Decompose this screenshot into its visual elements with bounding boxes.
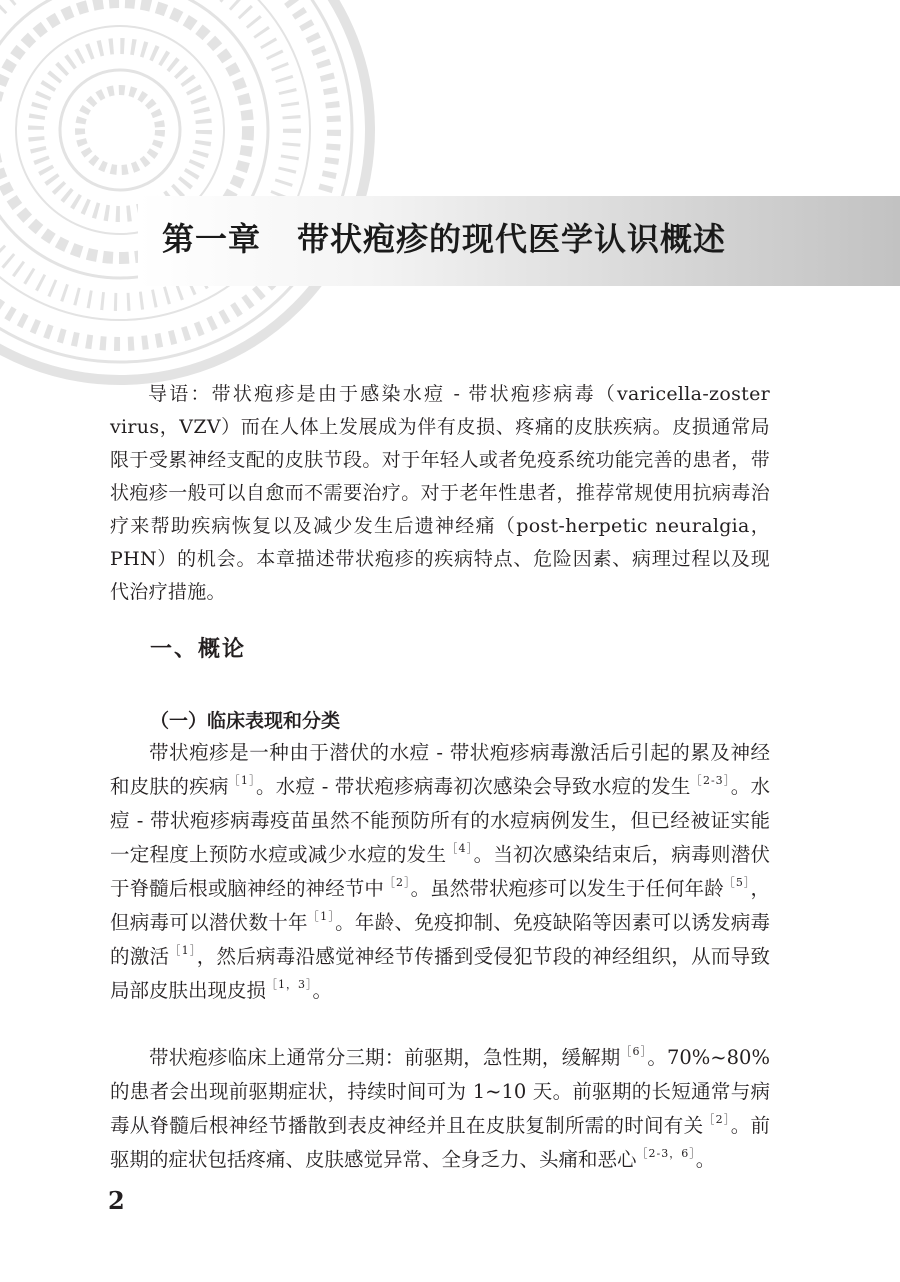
text-segment: 。 xyxy=(312,979,333,1002)
decorative-medallion-ornament xyxy=(0,0,380,390)
citation-ref: ［1］ xyxy=(169,944,197,957)
page-number: 2 xyxy=(108,1186,125,1215)
citation-ref: ［1］ xyxy=(307,910,336,923)
chapter-title xyxy=(162,214,726,260)
text-segment: 。虽然带状疱疹可以发生于任何年龄 xyxy=(410,877,724,900)
section-title: 一、概论 xyxy=(150,637,247,662)
subsection-title: （一）临床表现和分类 xyxy=(150,710,341,732)
text-segment: 。年龄、免疫抑制、免疫缺陷等因素可以诱发病毒的激活 xyxy=(110,911,770,968)
text-segment: 。70%~80% 的患者会出现前驱期症状，持续时间可为 1~10 天。前驱期的长短通常与病毒从脊髓后根神经节播散到表皮神经并且在皮肤复制所需的时间有关 xyxy=(110,1046,770,1137)
text-segment: 。前驱期的症状包括疼痛、皮肤感觉异常、全身乏力、头痛和恶心 xyxy=(110,1114,770,1171)
text-segment: 。水痘 - 带状疱疹病毒疫苗虽然不能预防所有的水痘病例发生，但已经被证实能一定程度上预防水痘或减少水痘的发生 xyxy=(110,775,770,866)
text-segment: 带状疱疹临床上通常分三期：前驱期，急性期，缓解期 xyxy=(149,1046,621,1069)
chapter-number: 第一章 xyxy=(162,220,262,258)
text-segment: 带状疱疹是一种由于潜伏的水痘 - 带状疱疹病毒激活后引起的累及神经和皮肤的疾病 xyxy=(110,741,770,798)
citation-ref: ［2-3］ xyxy=(690,774,731,787)
citation-ref: ［2］ xyxy=(383,876,411,889)
text-segment: ，但病毒可以潜伏数十年 xyxy=(110,877,770,934)
text-segment: 。 xyxy=(695,1148,716,1171)
citation-ref: ［5］ xyxy=(723,876,751,889)
citation-ref: ［2-3，6］ xyxy=(636,1147,696,1160)
text-segment: ，然后病毒沿感觉神经节传播到受侵犯节段的神经组织，从而导致局部皮肤出现皮损 xyxy=(110,945,770,1002)
text-segment: 。水痘 - 带状疱疹病毒初次感染会导致水痘的发生 xyxy=(255,775,691,798)
citation-ref: ［1，3］ xyxy=(266,978,313,991)
citation-ref: ［2］ xyxy=(703,1113,731,1126)
chapter-title-text: 带状疱疹的现代医学认识概述 xyxy=(297,220,727,258)
body-paragraph-1 xyxy=(110,736,770,1008)
citation-ref: ［4］ xyxy=(446,842,474,855)
citation-ref: ［6］ xyxy=(620,1045,648,1058)
text-segment: 。当初次感染结束后，病毒则潜伏于脊髓后根或脑神经的神经节中 xyxy=(110,843,770,900)
chapter-intro-paragraph: 导语：带状疱疹是由于感染水痘 - 带状疱疹病毒（varicella-zoster virus，VZV）而在人体上发展成为伴有皮损、疼痛的皮肤疾病。皮损通常局限于受累神经支配的皮肤节段。对于年轻人或者免疫系统功能完善的患者，带状疱疹一般可以自愈而不需要治疗。对于老年性患者，推荐常规使用抗病毒治疗来帮助疾病恢复以及减少发生后遗神经痛（post-herpetic neuralgia，PHN）的机会。本章描述带状疱疹的疾病特点、危险因素、病理过程以及现代治疗措施。 xyxy=(110,383,770,603)
body-paragraph-2 xyxy=(110,1041,770,1177)
citation-ref: ［1］ xyxy=(228,774,256,787)
